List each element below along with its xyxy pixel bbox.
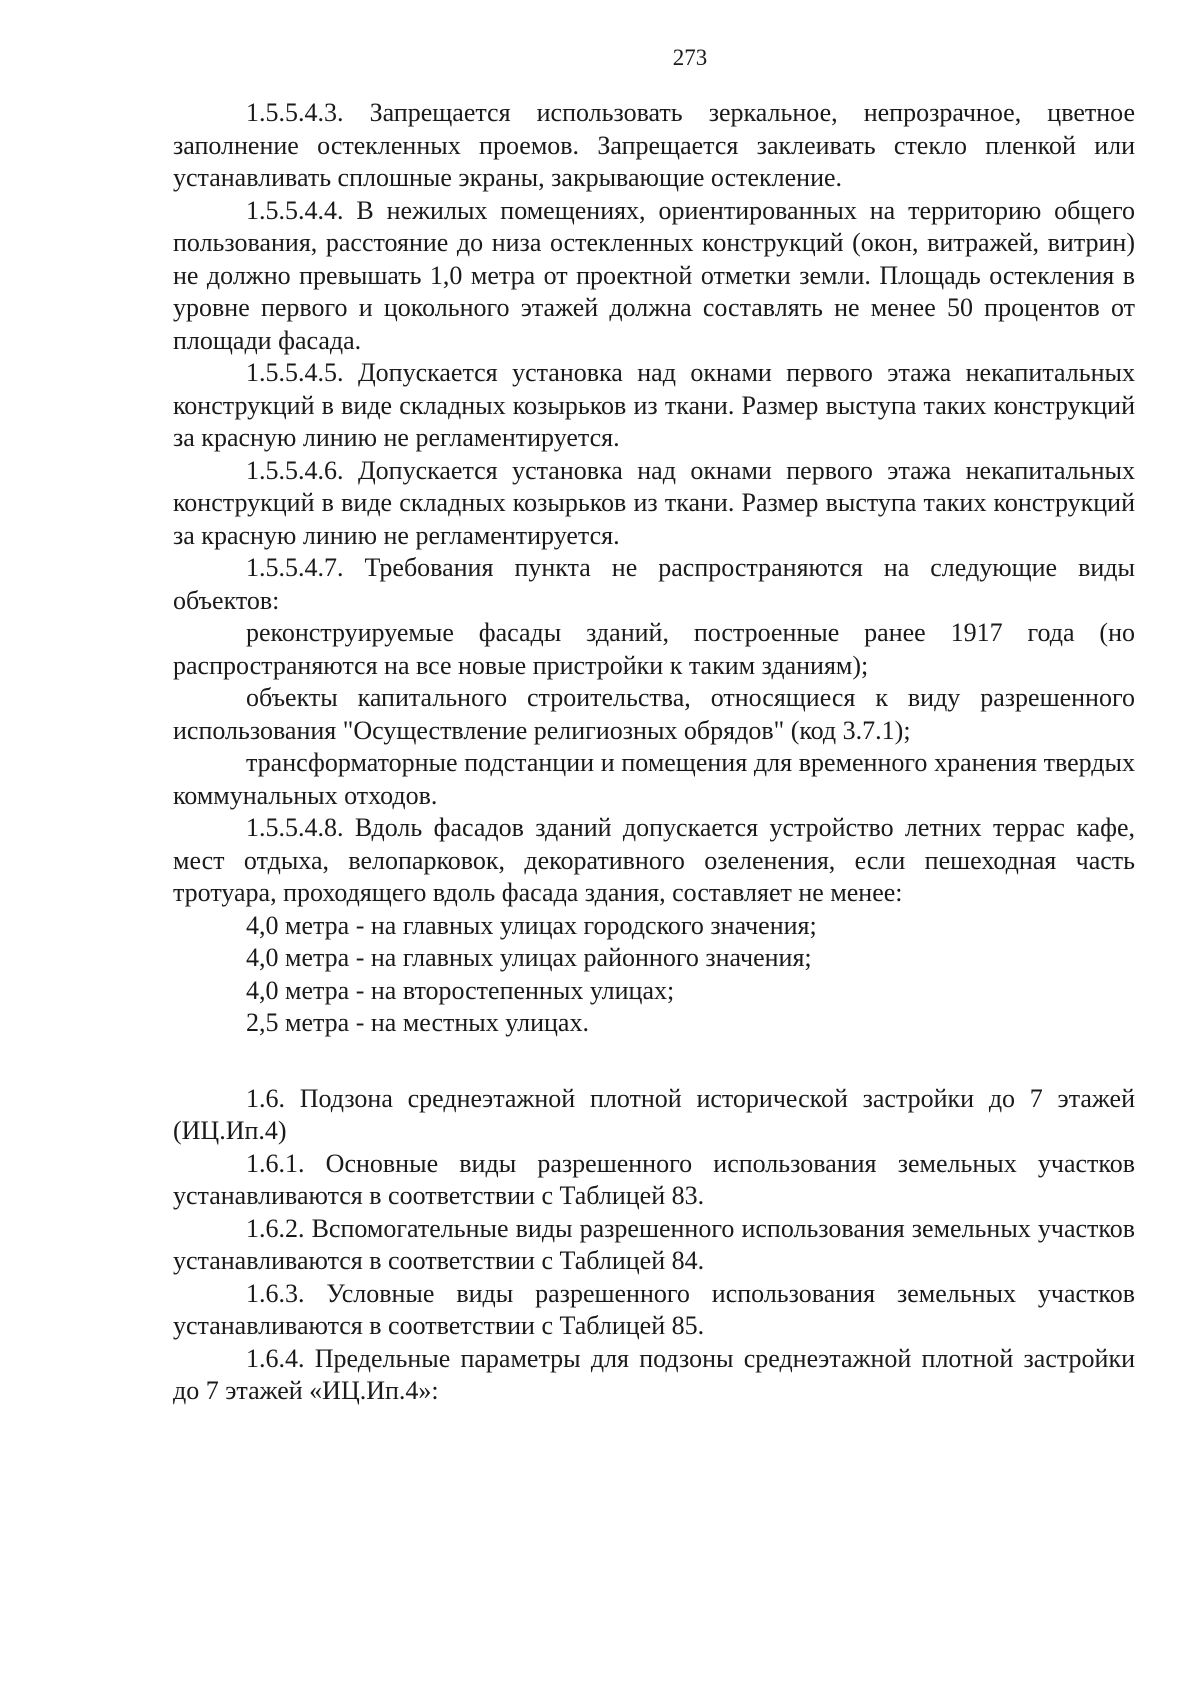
paragraph-1-6-2: 1.6.2. Вспомогательные виды разрешенного использования земельных участков устанавливаются в соответствии с Таблицей 84. [173,1213,1135,1275]
page-number: 273 [672,45,708,70]
list-item-facades: реконструируемые фасады зданий, построенные ранее 1917 года (но распространяются на все новые пристройки к таким зданиям); [173,618,1135,680]
paragraph-1-5-5-4-8: 1.5.5.4.8. Вдоль фасадов зданий допускается устройство летних террас кафе, мест отдыха, велопарковок, декоративного озеленения, если пешеходная часть тротуара, проходящего вдоль фасада здания, составляет не менее: [173,813,1135,907]
paragraph-1-5-5-4-3: 1.5.5.4.3. Запрещается использовать зеркальное, непрозрачное, цветное заполнение остекленных проемов. Запрещается заклеивать стекло пленкой или устанавливать сплошные экраны, закрывающие остекление. [173,98,1135,192]
document-body [173,97,1135,1408]
section-heading-1-6: 1.6. Подзона среднеэтажной плотной исторической застройки до 7 этажей (ИЦ.Ип.4) [173,1083,1135,1145]
paragraph-1-6-4: 1.6.4. Предельные параметры для подзоны среднеэтажной плотной застройки до 7 этажей «ИЦ.Ип.4»: [173,1343,1135,1405]
paragraph-1-6-3: 1.6.3. Условные виды разрешенного использования земельных участков устанавливаются в соответствии с Таблицей 85. [173,1278,1135,1340]
list-item-substations: трансформаторные подстанции и помещения для временного хранения твердых коммунальных отходов. [173,748,1135,810]
paragraph-1-5-5-4-6: 1.5.5.4.6. Допускается установка над окнами первого этажа некапитальных конструкций в виде складных козырьков из ткани. Размер выступа таких конструкций за красную линию не регламентируется. [173,455,1135,550]
paragraph-1-6-1: 1.6.1. Основные виды разрешенного использования земельных участков устанавливаются в соответствии с Таблицей 83. [173,1148,1135,1210]
paragraph-1-5-5-4-4: 1.5.5.4.4. В нежилых помещениях, ориентированных на территорию общего пользования, расстояние до низа остекленных конструкций (окон, витражей, витрин) не должно превышать 1,0 метра от проектной отметки земли. Площадь остекления в уровне первого и цокольного этажей должна составлять не менее 50 процентов от площади фасада. [173,195,1135,355]
list-item-district-streets: 4,0 метра - на главных улицах районного значения; [246,943,812,972]
section-gap [173,1040,1135,1083]
list-item-secondary-streets: 4,0 метра - на второстепенных улицах; [246,975,675,1005]
paragraph-1-5-5-4-5: 1.5.5.4.5. Допускается установка над окнами первого этажа некапитальных конструкций в виде складных козырьков из ткани. Размер выступа таких конструкций за красную линию не регламентируется. [173,358,1135,452]
paragraph-1-5-5-4-7: 1.5.5.4.7. Требования пункта не распространяются на следующие виды объектов: [173,553,1135,615]
list-item-religious: объекты капитального строительства, относящиеся к виду разрешенного использования "Осуществление религиозных обрядов" (код 3.7.1); [173,683,1135,745]
list-item-city-streets: 4,0 метра - на главных улицах городского значения; [246,910,817,940]
list-item-local-streets: 2,5 метра - на местных улицах. [246,1008,589,1037]
